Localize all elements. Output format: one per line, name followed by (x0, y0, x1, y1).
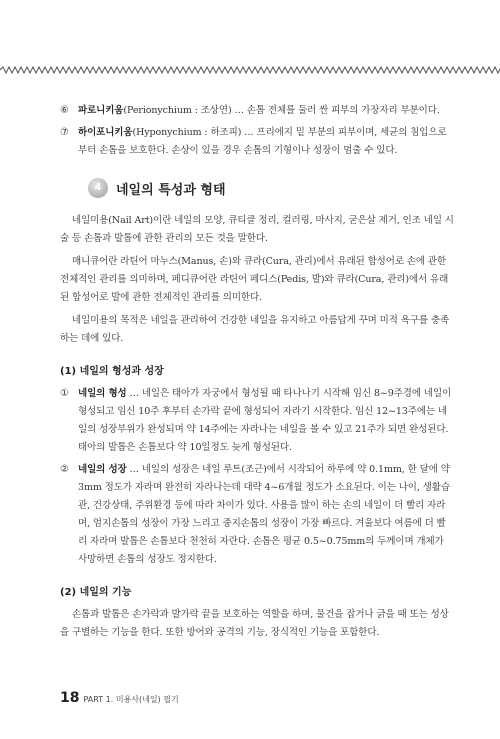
list-item-perionychium (60, 102, 454, 120)
paragraph-function: 손톱과 발톱은 손가락과 발가락 끝을 보호하는 역할을 하며, 물건을 잡거나 긁을 때 또는 성상을 구별하는 기능을 한다. 또한 방어와 공격의 기능, 장식적인 기능을 포함한다. (60, 609, 449, 638)
section-header (88, 178, 454, 198)
running-footer-title: PART 1. 미용사(네일) 필기 (83, 695, 179, 704)
paragraph-manicure: 매니큐어란 라틴어 마누스(Manus, 손)와 큐라(Cura, 관리)에서 유래된 합성어로 손에 관한 전체적인 관리를 의미하며, 페디큐어란 라틴어 페디스(Pedis, 발)와 큐라(Cura, 관리)에서 유래된 합성어로 발에 관한 전체적인 관리를 의미한다. (60, 256, 449, 303)
item-text: … 네일의 성장은 네일 루트(조근)에서 시작되어 하루에 약 0.1mm, 한 달에 약 3mm 정도가 자라며 완전히 자라나는데 대략 4~6개월 정도가 소요된다. 이는 나이, 생활습관, 건강상태, 주위환경 등에 따라 차이가 있다. 사용을 많이 하는 손의 네일이 더 빨리 자라며, 엄지손톱의 성장이 가장 느리고 중지손톱의 성장이 가장 빠르다. 겨울보다 여름에 더 빨리 자라며 발톱은 손톱보다 천천히 자란다. 손톱은 평균 0.5~0.75mm의 두께이며 개체가 사망하면 손톱의 성장도 정지한다. (78, 464, 450, 565)
top-zigzag-border (0, 64, 500, 76)
page-footer (60, 690, 179, 706)
item-text: (Hyponychium : 하조피) … 프리에지 밑 부분의 피부이며, 세균의 침입으로부터 손톱을 보호한다. 손상이 있을 경우 손톱의 기형이나 성장이 멈출 수 있다. (78, 127, 447, 156)
item-term: 네일의 성장 (78, 464, 127, 475)
item-number: ⑦ (60, 127, 69, 138)
item-term: 네일의 형성 (78, 388, 127, 399)
item-text: (Perionychium : 조상연) … 손톱 전체를 둘러 싼 피부의 가장자리 부분이다. (123, 105, 440, 116)
section-number-badge (88, 178, 108, 198)
page-content (60, 102, 454, 647)
item-text: … 네일은 태아가 자궁에서 형성될 때 타나나기 시작해 임신 8~9주경에 네일이 형성되고 임신 10주 후부터 손가락 끝에 형성되어 자라기 시작한다. 임신 12~13주에는 네일의 성장부위가 완성되며 약 14주에는 자라나는 네일을 볼 수 있고 21주가 되면 완성된다. 태아의 발톱은 손톱보다 약 10일정도 늦게 형성된다. (78, 388, 452, 453)
item-term: 파로니키움 (78, 105, 124, 116)
list-item-formation (60, 385, 454, 457)
list-item-hyponychium (60, 124, 454, 160)
paragraph-purpose: 네일미용의 목적은 네일을 관리하여 건강한 네일을 유지하고 아름답게 꾸며 미적 욕구를 충족하는 데에 있다. (60, 315, 450, 344)
list-item-growth (60, 461, 454, 569)
section-number: 4 (94, 182, 102, 193)
item-term: 하이포니키움 (78, 127, 133, 138)
page-number: 18 (60, 690, 80, 706)
item-number: ② (60, 464, 69, 475)
section-title: 네일의 특성과 형태 (116, 182, 226, 198)
subsection-title-function: (2) 네일의 기능 (60, 587, 132, 598)
item-number: ① (60, 388, 69, 399)
paragraph-nail-art: 네일미용(Nail Art)이란 네일의 모양, 큐티클 정리, 컬러링, 마사지, 굳은살 제거, 인조 네일 시술 등 손톱과 발톱에 관한 관리의 모든 것을 말한다. (60, 215, 454, 244)
item-number: ⑥ (60, 105, 69, 116)
subsection-title-growth: (1) 네일의 형성과 성장 (60, 366, 164, 377)
